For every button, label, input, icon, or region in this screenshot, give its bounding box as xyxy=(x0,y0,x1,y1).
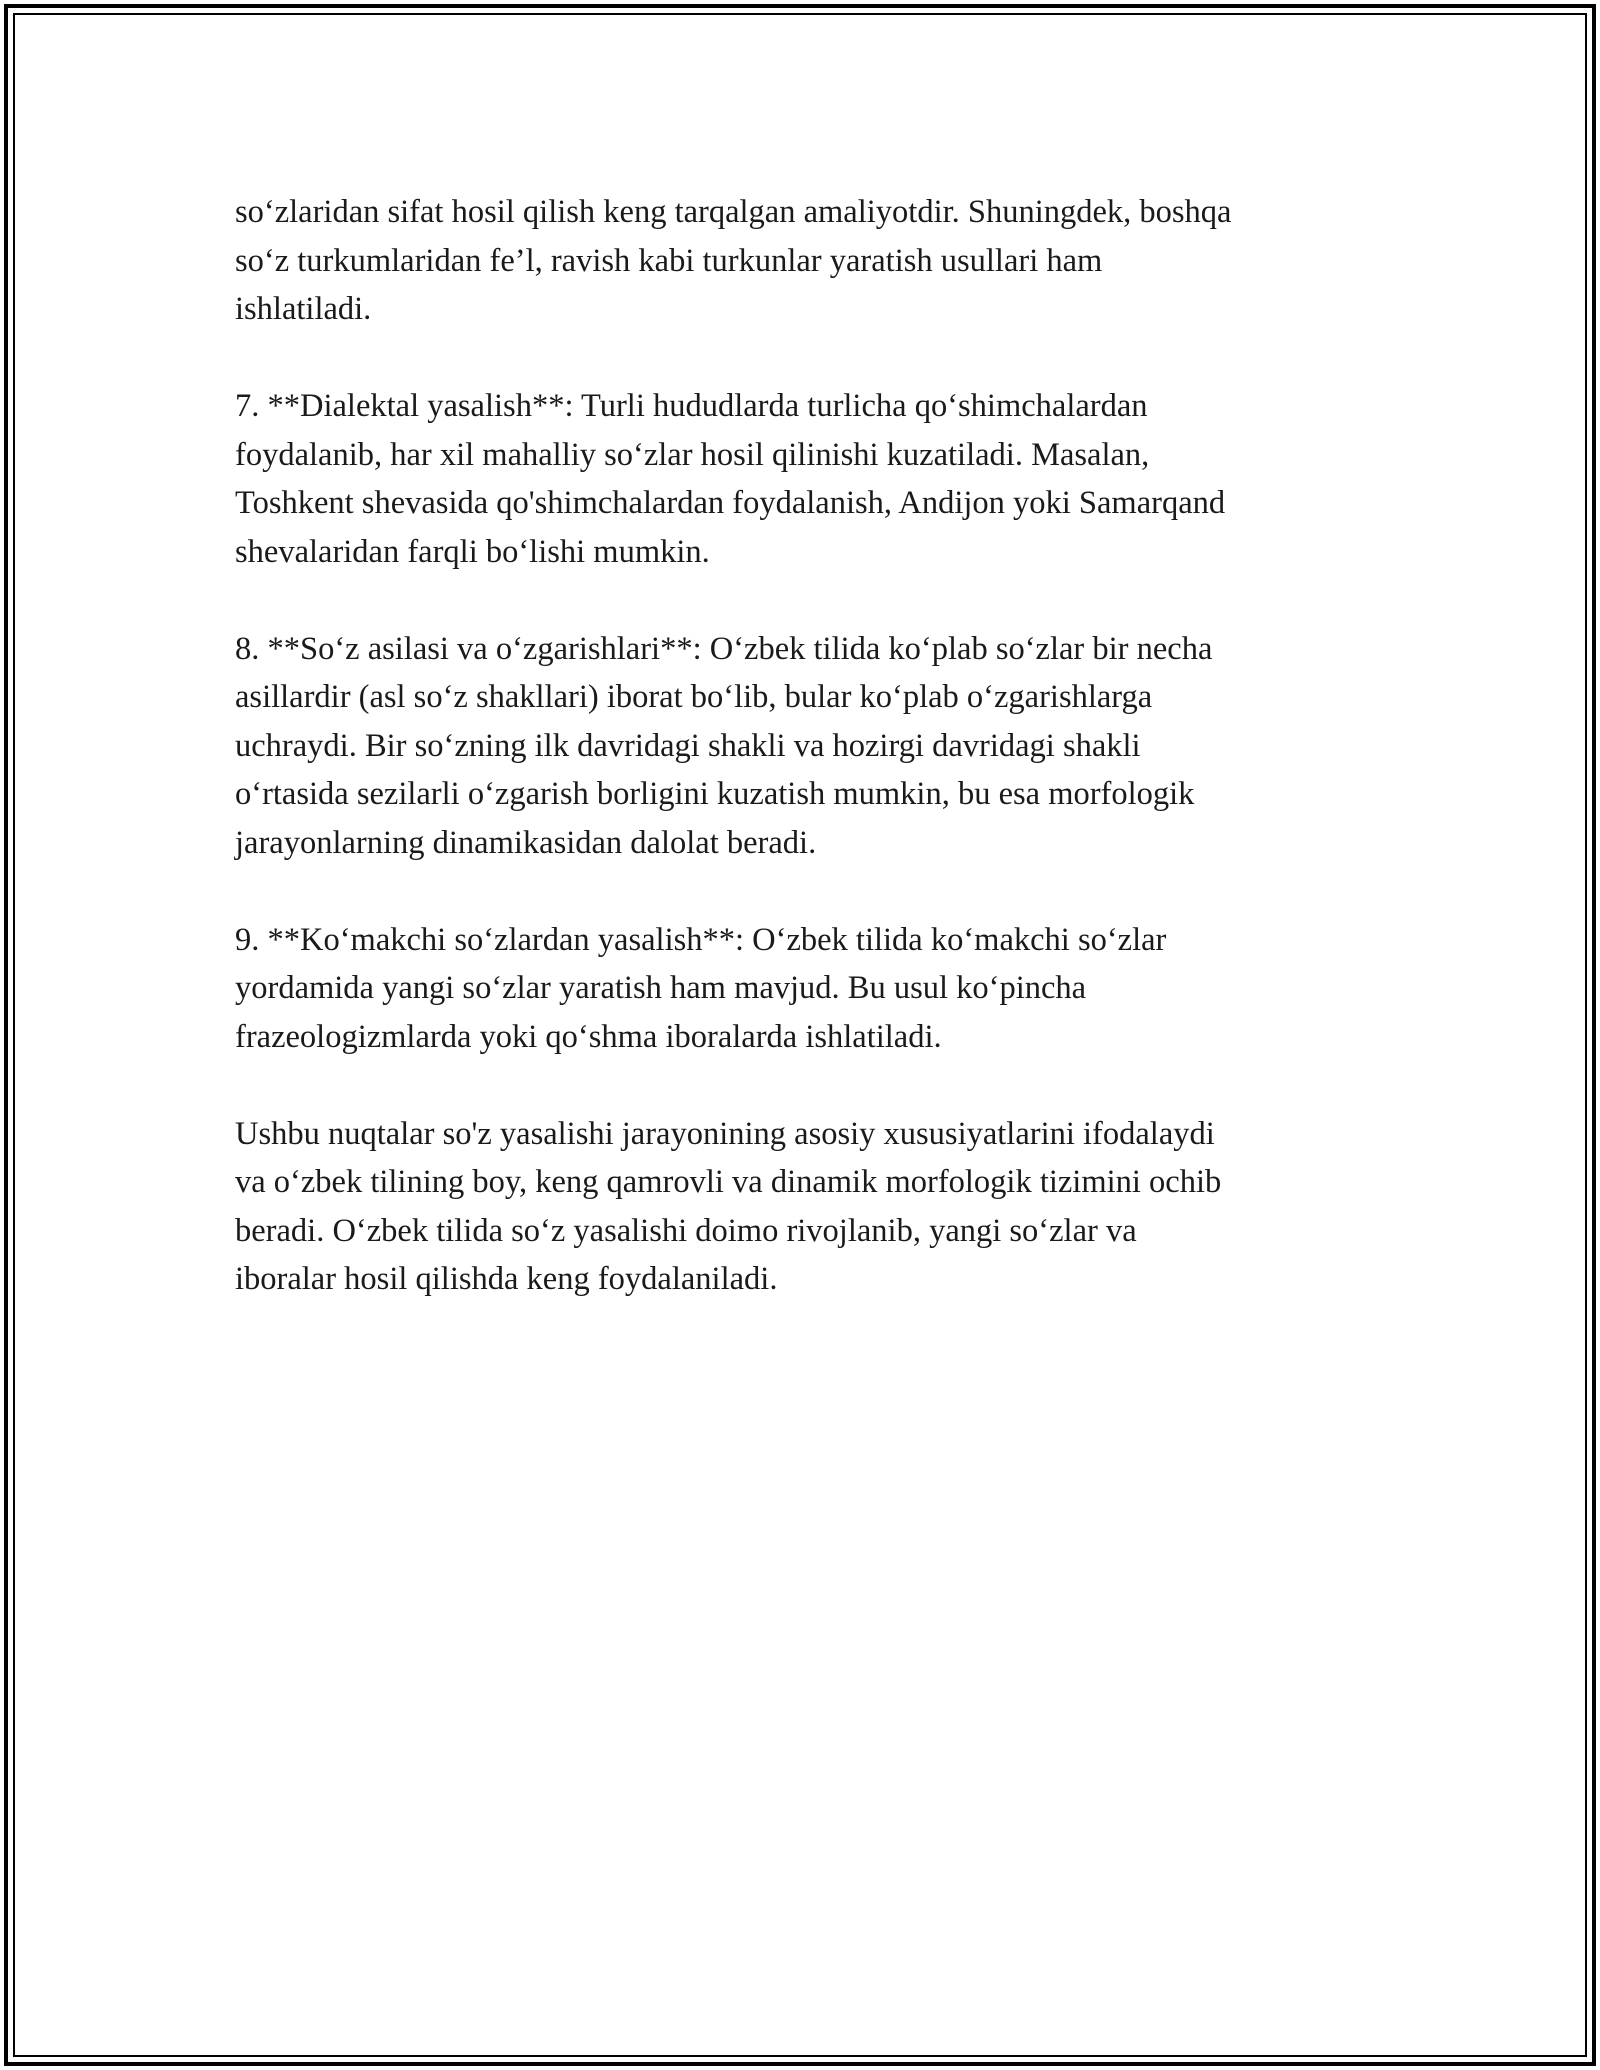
paragraph-conclusion: Ushbu nuqtalar so'z yasalishi jarayonining asosiy xususiyatlarini ifodalaydi va o‘zbek tilining boy, keng qamrovli va dinamik morfologik tizimini ochib beradi. O‘zbek tilida so‘z yasalishi doimo rivojlanib, yangi so‘zlar va iboralar hosil qilishda keng foydalaniladi. xyxy=(235,1115,1222,1297)
paragraph-continuation: so‘zlaridan sifat hosil qilish keng tarqalgan amaliyotdir. Shuningdek, boshqa so‘z turkumlaridan fe’l, ravish kabi turkunlar yaratish usullari ham ishlatiladi. xyxy=(235,194,1232,327)
paragraph-soz-asilasi: 8. **So‘z asilasi va o‘zgarishlari**: O‘zbek tilida ko‘plab so‘zlar bir necha asillardir (asl so‘z shakllari) iborat bo‘lib, bular ko‘plab o‘zgarishlarga uchraydi. Bir so‘zning ilk davridagi shakli va hozirgi davridagi shakli o‘rtasida sezilarli o‘zgarish borligini kuzatish mumkin, bu esa morfologik jarayonlarning dinamikasidan dalolat beradi. xyxy=(235,630,1213,861)
document-body xyxy=(235,188,1375,1352)
paragraph-komakchi-sozlar: 9. **Ko‘makchi so‘zlardan yasalish**: O‘zbek tilida ko‘makchi so‘zlar yordamida yangi so‘zlar yaratish ham mavjud. Bu usul ko‘pincha frazeologizmlarda yoki qo‘shma iboralarda ishlatiladi. xyxy=(235,921,1167,1055)
paragraph-dialektal-yasalish: 7. **Dialektal yasalish**: Turli hududlarda turlicha qo‘shimchalardan foydalanib, har xil mahalliy so‘zlar hosil qilinishi kuzatiladi. Masalan, Toshkent shevasida qo'shimchalardan foydalanish, Andijon yoki Samarqand shevalaridan farqli bo‘lishi mumkin. xyxy=(235,388,1226,570)
